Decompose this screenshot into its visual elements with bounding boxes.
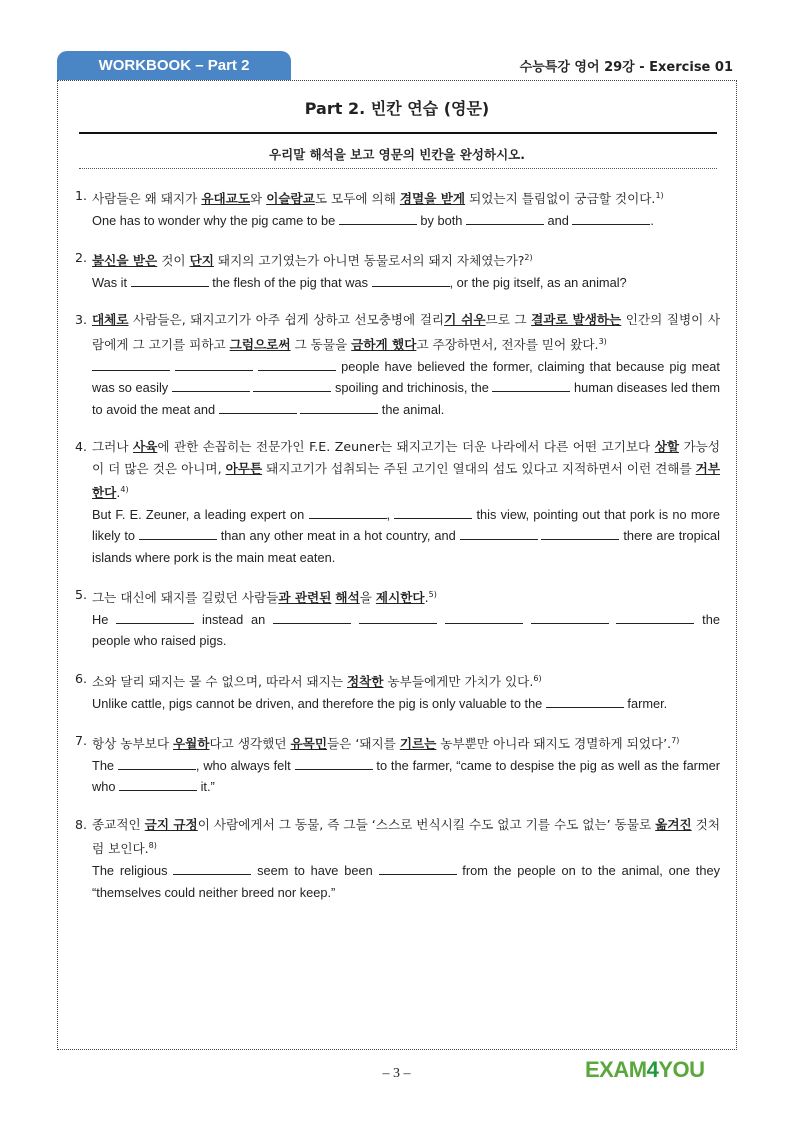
exercise-item	[75, 730, 720, 798]
footnote-marker: 3)	[598, 336, 607, 346]
page-number: – 3 –	[382, 1066, 411, 1081]
keyword: 이슬람교	[266, 191, 315, 207]
korean-text: 그는 대신에 돼지를 길렀던 사람들	[92, 590, 279, 606]
answer-blank	[309, 506, 387, 519]
keyword: 유목민	[290, 736, 327, 752]
korean-text: 것이	[157, 253, 190, 269]
korean-text: 사람들은 왜 돼지가	[92, 191, 202, 207]
keyword: 해석	[335, 590, 360, 606]
answer-blank	[300, 401, 378, 414]
workbook-tab: WORKBOOK – Part 2	[57, 51, 291, 80]
answer-blank	[572, 212, 650, 225]
korean-sentence	[92, 247, 720, 272]
answer-blank	[379, 862, 457, 875]
item-number: 7.	[75, 733, 88, 749]
korean-text: 고 주장하면서, 전자를 믿어 왔다.	[416, 337, 599, 353]
keyword: 아무튼	[225, 460, 263, 476]
keyword: 기르는	[399, 736, 437, 752]
answer-blank	[131, 274, 209, 287]
keyword: 그럼으로써	[229, 337, 291, 353]
english-text	[351, 612, 359, 627]
english-text: instead an	[194, 611, 274, 627]
english-text: this view, pointing out that pork is no more likely to	[92, 506, 720, 544]
exercise-item	[75, 185, 720, 231]
english-text: and	[543, 212, 573, 228]
logo-text-four: 4	[646, 1057, 659, 1082]
english-text: , who always felt	[195, 757, 295, 773]
keyword: 거부한다	[92, 460, 720, 501]
korean-text: 소와 달리 돼지는 몰 수 없으며, 따라서 돼지는	[92, 674, 348, 690]
english-text: by both	[416, 212, 466, 228]
korean-text: 항상 농부보다	[92, 736, 173, 752]
korean-text: 므로 그	[485, 312, 532, 328]
english-text: .	[650, 212, 654, 228]
answer-blank	[253, 379, 331, 392]
english-text	[437, 612, 445, 627]
answer-blank	[295, 757, 373, 770]
answer-blank	[258, 358, 336, 371]
keyword: 경멸을 받게	[399, 191, 466, 207]
exercise-item	[75, 309, 720, 420]
keyword: 금하게 했다	[351, 337, 417, 353]
exercise-item	[75, 668, 720, 714]
korean-text: 사람들은, 돼지고기가 아주 쉽게 상하고 선모충병에 걸리	[128, 312, 445, 328]
korean-text: .	[116, 485, 121, 501]
footnote-marker: 7)	[671, 736, 680, 746]
english-sentence	[92, 693, 720, 715]
footnote-marker: 2)	[524, 253, 533, 263]
korean-text: 을	[359, 590, 376, 606]
english-sentence	[92, 272, 720, 294]
korean-sentence	[92, 436, 720, 504]
english-text	[523, 612, 531, 627]
korean-text: 종교적인	[92, 816, 145, 832]
korean-text: 도 모두에 의해	[314, 191, 400, 207]
korean-sentence	[92, 668, 720, 693]
answer-blank	[219, 401, 297, 414]
item-number: 6.	[75, 670, 88, 686]
english-text: the people who raised pigs.	[92, 611, 720, 649]
item-number: 5.	[75, 587, 88, 603]
answer-blank	[394, 506, 472, 519]
item-body	[92, 309, 720, 420]
answer-blank	[273, 611, 351, 624]
english-text: people have believed the former, claiming that because pig meat was so easily	[92, 358, 720, 396]
logo-text-end: YOU	[658, 1057, 705, 1082]
keyword: 제시한다	[375, 590, 425, 606]
korean-sentence	[92, 814, 720, 860]
keyword: 불신을 받은	[92, 253, 158, 269]
footnote-marker: 8)	[148, 841, 157, 851]
keyword: 사육	[132, 439, 158, 455]
lesson-title: 수능특강 영어 29강 - Exercise 01	[519, 60, 733, 75]
english-text: to the farmer, “came to despise the pig as well as the farmer who	[92, 757, 720, 795]
answer-blank	[92, 358, 170, 371]
english-text: spoiling and trichinosis, the	[331, 380, 493, 396]
english-sentence	[92, 609, 720, 652]
item-number: 1.	[75, 188, 88, 203]
english-text: But F. E. Zeuner, a leading expert on	[92, 506, 309, 522]
korean-text: 가능성이 더 많은 것은 아니며,	[92, 439, 721, 476]
item-number: 4.	[75, 439, 88, 455]
exercise-item	[75, 436, 720, 568]
korean-text: .	[424, 590, 429, 606]
answer-blank	[531, 611, 609, 624]
answer-blank	[139, 527, 217, 540]
instruction: 우리말 해석을 보고 영문의 빈칸을 완성하시오.	[269, 147, 525, 162]
korean-text: 에 관한 손꼽히는 전문가인 F.E. Zeuner는 돼지고기는 더운 나라에서 다른 어떤 고기보다	[157, 439, 655, 455]
answer-blank	[119, 778, 197, 791]
english-text: ,	[386, 506, 395, 522]
item-body	[92, 668, 720, 714]
english-text: than any other meat in a hot country, and	[216, 528, 460, 544]
english-text: He	[92, 611, 117, 627]
korean-text: 돼지고기가 섭취되는 주된 고기인 열대의 섬도 있다고 지적하면서 이런 견해를	[262, 460, 696, 476]
english-text: farmer.	[623, 695, 668, 711]
korean-sentence	[92, 185, 720, 210]
answer-blank	[460, 527, 538, 540]
english-text: Was it	[92, 274, 131, 290]
english-text: The	[92, 757, 118, 773]
korean-text: 돼지의 고기였는가 아니면 동물로서의 돼지 자체였는가?	[213, 253, 525, 269]
keyword: 금지 규정	[144, 816, 198, 832]
english-text: the animal.	[378, 401, 445, 417]
korean-text: 되었는지 틀림없이 궁금할 것이다.	[465, 191, 656, 207]
exercise-list	[75, 185, 720, 919]
exam4you-logo	[585, 1057, 705, 1083]
keyword: 우월하	[173, 736, 210, 752]
english-text: , or the pig itself, as an animal?	[449, 274, 627, 290]
english-sentence	[92, 755, 720, 798]
english-text: there are tropical islands where pork is the main meat eaten.	[92, 528, 720, 565]
english-text: The religious	[92, 863, 174, 878]
keyword: 옮겨진	[655, 816, 692, 832]
item-number: 8.	[75, 816, 88, 832]
korean-text: 것처럼 보인다.	[92, 816, 720, 857]
english-text: from the people on to the animal, one they “themselves could neither breed nor keep.”	[92, 863, 720, 900]
korean-sentence	[92, 584, 720, 609]
item-number: 2.	[75, 250, 88, 266]
answer-blank	[466, 212, 544, 225]
answer-blank	[616, 611, 694, 624]
english-sentence	[92, 504, 720, 569]
page-title: Part 2. 빈칸 연습 (영문)	[304, 99, 490, 118]
exercise-item	[75, 814, 720, 903]
keyword: 대체로	[92, 312, 129, 328]
korean-text: 와	[250, 191, 267, 207]
exercise-item	[75, 247, 720, 293]
footnote-marker: 6)	[533, 673, 542, 683]
item-body	[92, 247, 720, 293]
answer-blank	[372, 274, 450, 287]
keyword: 상할	[654, 439, 680, 455]
korean-text: 다고 생각했던	[209, 736, 291, 752]
keyword: 단지	[189, 253, 214, 269]
korean-text: 들은 ‘돼지를	[327, 736, 400, 752]
english-text: human diseases led them to avoid the meat and	[92, 380, 721, 417]
answer-blank	[445, 611, 523, 624]
korean-sentence	[92, 309, 720, 355]
item-body	[92, 730, 720, 798]
item-number: 3.	[75, 312, 88, 328]
keyword: 유대교도	[201, 191, 251, 207]
logo-text-main: EXAM	[585, 1057, 647, 1082]
korean-sentence	[92, 730, 720, 755]
footnote-marker: 1)	[655, 191, 664, 200]
answer-blank	[541, 527, 619, 540]
english-sentence	[92, 356, 720, 421]
keyword: 정착한	[347, 674, 384, 690]
answer-blank	[173, 862, 251, 875]
korean-text: 그러나	[92, 439, 133, 455]
english-text: Unlike cattle, pigs cannot be driven, and therefore the pig is only valuable to the	[92, 695, 546, 711]
korean-text: 인간의 질병이 사람에게 그 고기를 피하고	[92, 312, 721, 353]
english-text: seem to have been	[251, 863, 379, 878]
item-body	[92, 185, 720, 231]
exercise-item	[75, 584, 720, 652]
korean-text: 농부들에게만 가치가 있다.	[383, 674, 534, 690]
answer-blank	[116, 611, 194, 624]
english-text: One has to wonder why the pig came to be	[92, 212, 339, 228]
answer-blank	[172, 379, 250, 392]
english-sentence	[92, 860, 720, 903]
keyword: 과 관련된	[278, 590, 332, 606]
instruction-divider	[79, 168, 717, 169]
title-divider	[79, 132, 717, 134]
answer-blank	[175, 358, 253, 371]
answer-blank	[359, 611, 437, 624]
footnote-marker: 4)	[120, 485, 129, 495]
korean-text: 이 사람에게서 그 동물, 즉 그들 ‘스스로 번식시킬 수도 없고 기를 수도 없는’ 동물로	[197, 816, 656, 832]
english-text: it.”	[197, 779, 215, 795]
answer-blank	[492, 379, 570, 392]
item-body	[92, 436, 720, 568]
english-sentence	[92, 210, 720, 232]
answer-blank	[339, 212, 417, 225]
item-body	[92, 584, 720, 652]
keyword: 기 쉬우	[444, 312, 486, 328]
korean-text: 그 동물을	[290, 337, 352, 353]
keyword: 결과로 발생하는	[531, 312, 622, 328]
answer-blank	[546, 695, 624, 708]
answer-blank	[118, 757, 196, 770]
korean-text: 농부뿐만 아니라 돼지도 경멸하게 되었다’.	[436, 736, 672, 752]
english-text	[609, 612, 617, 627]
item-body	[92, 814, 720, 903]
footnote-marker: 5)	[428, 590, 437, 600]
english-text: the flesh of the pig that was	[208, 274, 372, 290]
